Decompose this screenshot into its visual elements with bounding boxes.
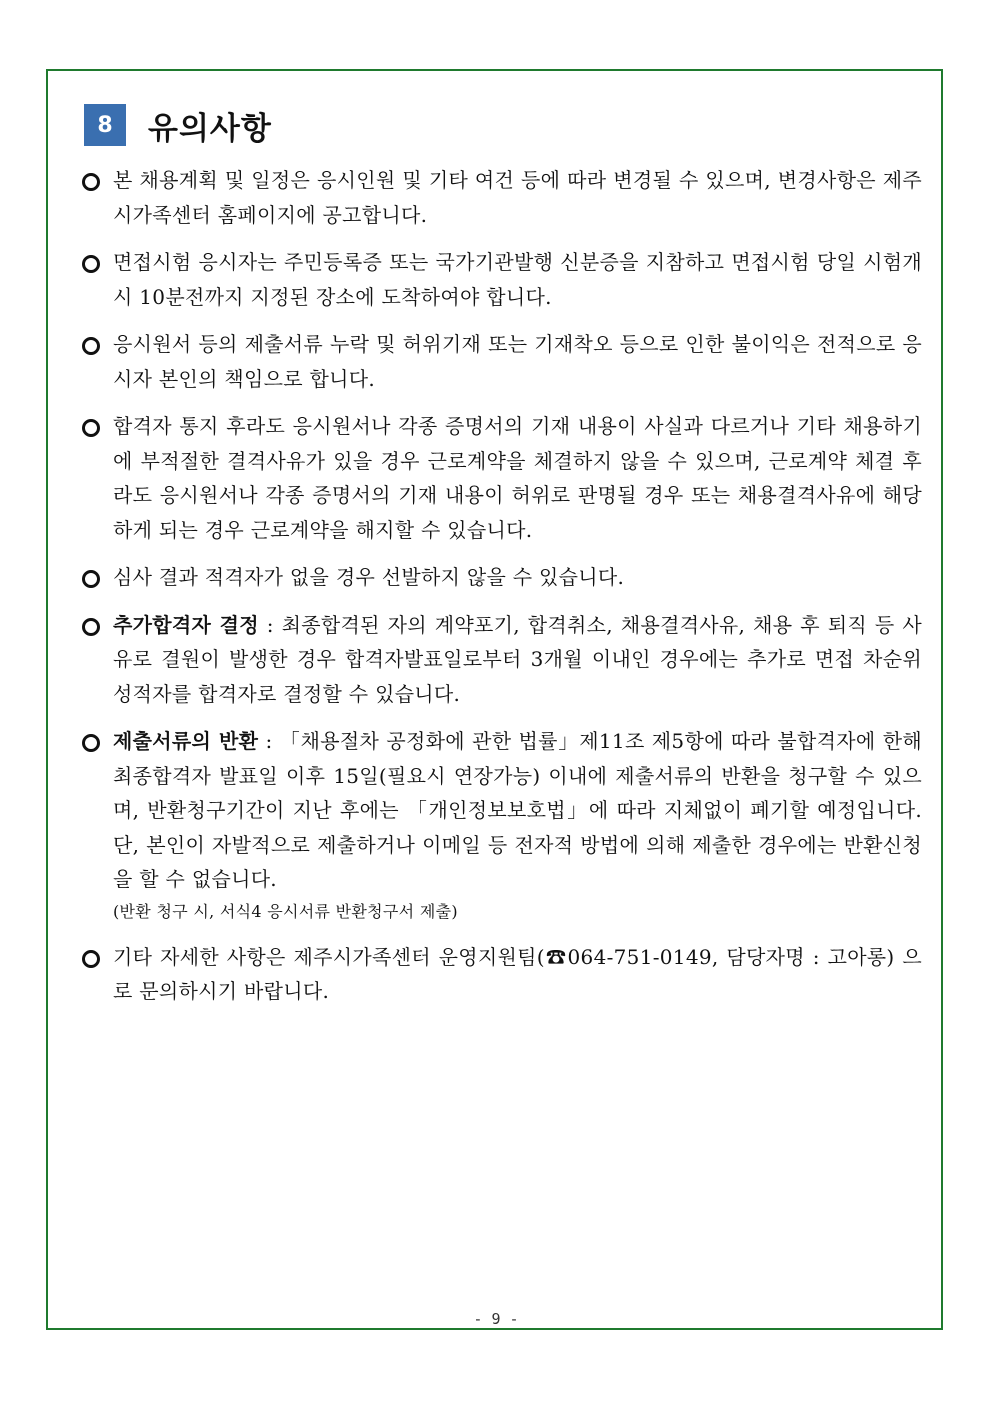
circle-bullet-icon [82,337,100,355]
circle-bullet-icon [82,950,100,968]
note-item [82,560,922,595]
note-item [82,327,922,396]
section-header [84,104,272,146]
note-text: 응시원서 등의 제출서류 누락 및 허위기재 또는 기재착오 등으로 인한 불이익은 전적으로 응시자 본인의 책임으로 합니다. [113,332,922,391]
circle-bullet-icon [82,570,100,588]
note-lead: 제출서류의 반환 [113,729,259,753]
note-text: 제출서류의 반환 : 「채용절차 공정화에 관한 법률」제11조 제5항에 따라 불합격자에 한해 최종합격자 발표일 이후 15일(필요시 연장가능) 이내에 제출서류의 반환을 청구할 수 있으며, 반환청구기간이 지난 후에는 「개인정보보호법」에 따라 지체없이 폐기할 예정입니다. 단, 본인이 자발적으로 제출하거나 이메일 등 전자적 방법에 의해 제출한 경우에는 반환신청을 할 수 없습니다. (반환 청구 시, 서식4 응시서류 반환청구서 제출) [113,724,922,927]
note-lead: 추가합격자 결정 [113,612,259,637]
note-text: 면접시험 응시자는 주민등록증 또는 국가기관발행 신분증을 지참하고 면접시험 당일 시험개시 10분전까지 지정된 장소에 도착하여야 합니다. [113,250,922,309]
note-item-document-return [82,724,922,927]
note-subtext: (반환 청구 시, 서식4 응시서류 반환청구서 제출) [113,901,458,921]
note-text: 심사 결과 적격자가 없을 경우 선발하지 않을 수 있습니다. [113,565,625,589]
note-item-additional-pass [82,608,922,712]
section-number-badge: 8 [84,104,126,146]
note-item [82,163,922,232]
note-item [82,409,922,547]
note-item [82,245,922,314]
note-text: 추가합격자 결정 : 최종합격된 자의 계약포기, 합격취소, 채용결격사유, 채용 후 퇴직 등 사유로 결원이 발생한 경우 합격자발표일로부터 3개월 이내인 경우에는 추가로 면접 차순위 성적자를 합격자로 결정할 수 있습니다. [113,612,922,706]
notes-list [82,163,922,1022]
circle-bullet-icon [82,255,100,273]
note-text: 본 채용계획 및 일정은 응시인원 및 기타 여건 등에 따라 변경될 수 있으며, 변경사항은 제주시가족센터 홈페이지에 공고합니다. [113,168,922,227]
note-text: 합격자 통지 후라도 응시원서나 각종 증명서의 기재 내용이 사실과 다르거나 기타 채용하기에 부적절한 결격사유가 있을 경우 근로계약을 체결하지 않을 수 있으며, 근로계약 체결 후라도 응시원서나 각종 증명서의 기재 내용이 허위로 판명될 경우 또는 채용결격사유에 해당하게 되는 경우 근로계약을 해지할 수 있습니다. [113,414,922,542]
page-number: - 9 - [473,1310,519,1328]
note-item [82,940,922,1009]
circle-bullet-icon [82,618,100,636]
circle-bullet-icon [82,173,100,191]
note-text: 기타 자세한 사항은 제주시가족센터 운영지원팀(☎064-751-0149, 담당자명 : 고아롱) 으로 문의하시기 바랍니다. [113,944,922,1003]
circle-bullet-icon [82,734,100,752]
circle-bullet-icon [82,419,100,437]
section-title: 유의사항 [148,110,272,147]
